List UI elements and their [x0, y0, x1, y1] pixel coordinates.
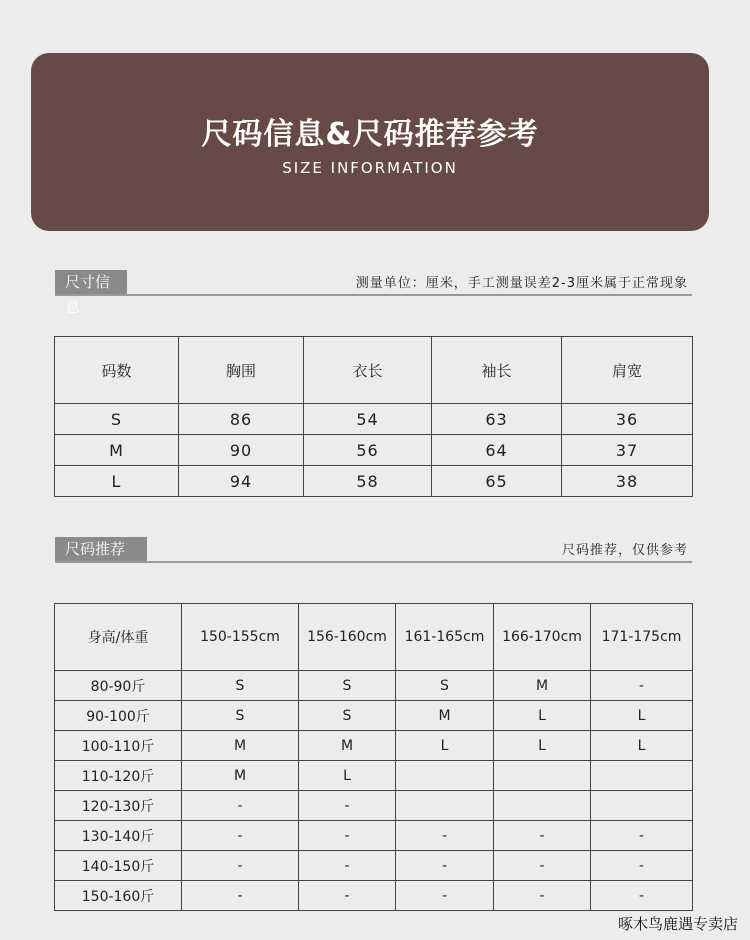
rec-section-header	[55, 537, 692, 563]
rec-cell: 140-150斤	[55, 851, 182, 881]
rec-cell: S	[182, 701, 299, 731]
rec-cell: -	[182, 851, 299, 881]
table-row	[55, 821, 693, 851]
rec-cell: 150-160斤	[55, 881, 182, 911]
rec-cell: M	[182, 761, 299, 791]
size-cell: 86	[179, 404, 304, 435]
rec-cell: 80-90斤	[55, 671, 182, 701]
size-section-note: 测量单位：厘米，手工测量误差2-3厘米属于正常现象	[355, 276, 688, 291]
rec-cell: -	[299, 821, 396, 851]
header-banner	[31, 53, 709, 231]
size-section-tag: 尺寸信息	[55, 270, 127, 294]
page-subtitle: SIZE INFORMATION	[282, 159, 458, 177]
size-cell: 64	[432, 435, 562, 466]
rec-cell: M	[182, 731, 299, 761]
page-title: 尺码信息&尺码推荐参考	[201, 117, 539, 152]
rec-cell: M	[396, 701, 494, 731]
rec-cell: -	[494, 851, 591, 881]
recommendation-table	[54, 603, 693, 911]
rec-cell: -	[182, 821, 299, 851]
table-row	[55, 881, 693, 911]
size-cell: 63	[432, 404, 562, 435]
rec-cell: -	[591, 671, 693, 701]
rec-cell	[494, 761, 591, 791]
rec-cell: -	[182, 791, 299, 821]
rec-cell	[591, 761, 693, 791]
table-row	[55, 435, 693, 466]
table-row	[55, 731, 693, 761]
rec-cell: L	[494, 731, 591, 761]
rec-section-note: 尺码推荐，仅供参考	[561, 543, 688, 558]
size-cell: 37	[562, 435, 693, 466]
rec-cell	[591, 791, 693, 821]
rec-cell: L	[299, 761, 396, 791]
rec-cell: L	[396, 731, 494, 761]
size-cell: 38	[562, 466, 693, 497]
table-row	[55, 791, 693, 821]
size-cell: 56	[304, 435, 432, 466]
size-cell: M	[55, 435, 179, 466]
rec-cell: -	[396, 821, 494, 851]
rec-cell	[396, 761, 494, 791]
rec-cell: 100-110斤	[55, 731, 182, 761]
rec-header-cell: 身高/体重	[55, 604, 182, 671]
rec-cell	[494, 791, 591, 821]
rec-cell: -	[299, 851, 396, 881]
table-row	[55, 701, 693, 731]
size-cell: 36	[562, 404, 693, 435]
rec-cell: -	[494, 821, 591, 851]
rec-cell: S	[396, 671, 494, 701]
rec-cell: 110-120斤	[55, 761, 182, 791]
rec-cell: -	[494, 881, 591, 911]
size-cell: L	[55, 466, 179, 497]
rec-cell: -	[396, 881, 494, 911]
size-header-cell: 胸围	[179, 337, 304, 404]
size-header-cell: 码数	[55, 337, 179, 404]
rec-cell: S	[299, 671, 396, 701]
rec-cell: M	[494, 671, 591, 701]
rec-cell: S	[182, 671, 299, 701]
rec-header-cell: 161-165cm	[396, 604, 494, 671]
table-row	[55, 851, 693, 881]
rec-cell: -	[591, 821, 693, 851]
rec-cell: M	[299, 731, 396, 761]
rec-cell: L	[591, 731, 693, 761]
table-row	[55, 404, 693, 435]
size-header-cell: 袖长	[432, 337, 562, 404]
rec-cell: -	[591, 851, 693, 881]
size-cell: 54	[304, 404, 432, 435]
rec-cell: S	[299, 701, 396, 731]
rec-cell: -	[591, 881, 693, 911]
rec-cell: -	[396, 851, 494, 881]
rec-table-header-row	[55, 604, 693, 671]
size-table-header-row	[55, 337, 693, 404]
size-cell: 58	[304, 466, 432, 497]
table-row	[55, 761, 693, 791]
rec-cell: 120-130斤	[55, 791, 182, 821]
rec-cell: -	[299, 791, 396, 821]
rec-cell: -	[182, 881, 299, 911]
table-row	[55, 671, 693, 701]
rec-header-cell: 156-160cm	[299, 604, 396, 671]
size-cell: 90	[179, 435, 304, 466]
rec-cell: -	[299, 881, 396, 911]
table-row	[55, 466, 693, 497]
size-section-header	[55, 270, 692, 316]
rec-header-cell: 150-155cm	[182, 604, 299, 671]
size-table	[54, 336, 693, 497]
rec-cell: 130-140斤	[55, 821, 182, 851]
size-cell: 94	[179, 466, 304, 497]
size-header-cell: 衣长	[304, 337, 432, 404]
rec-cell: 90-100斤	[55, 701, 182, 731]
store-watermark: 啄木鸟鹿遇专卖店	[617, 915, 738, 933]
rec-header-cell: 171-175cm	[591, 604, 693, 671]
size-cell: S	[55, 404, 179, 435]
size-cell: 65	[432, 466, 562, 497]
rec-cell	[396, 791, 494, 821]
rec-section-tag: 尺码推荐	[55, 537, 147, 561]
rec-header-cell: 166-170cm	[494, 604, 591, 671]
size-header-cell: 肩宽	[562, 337, 693, 404]
rec-cell: L	[591, 701, 693, 731]
rec-cell: L	[494, 701, 591, 731]
